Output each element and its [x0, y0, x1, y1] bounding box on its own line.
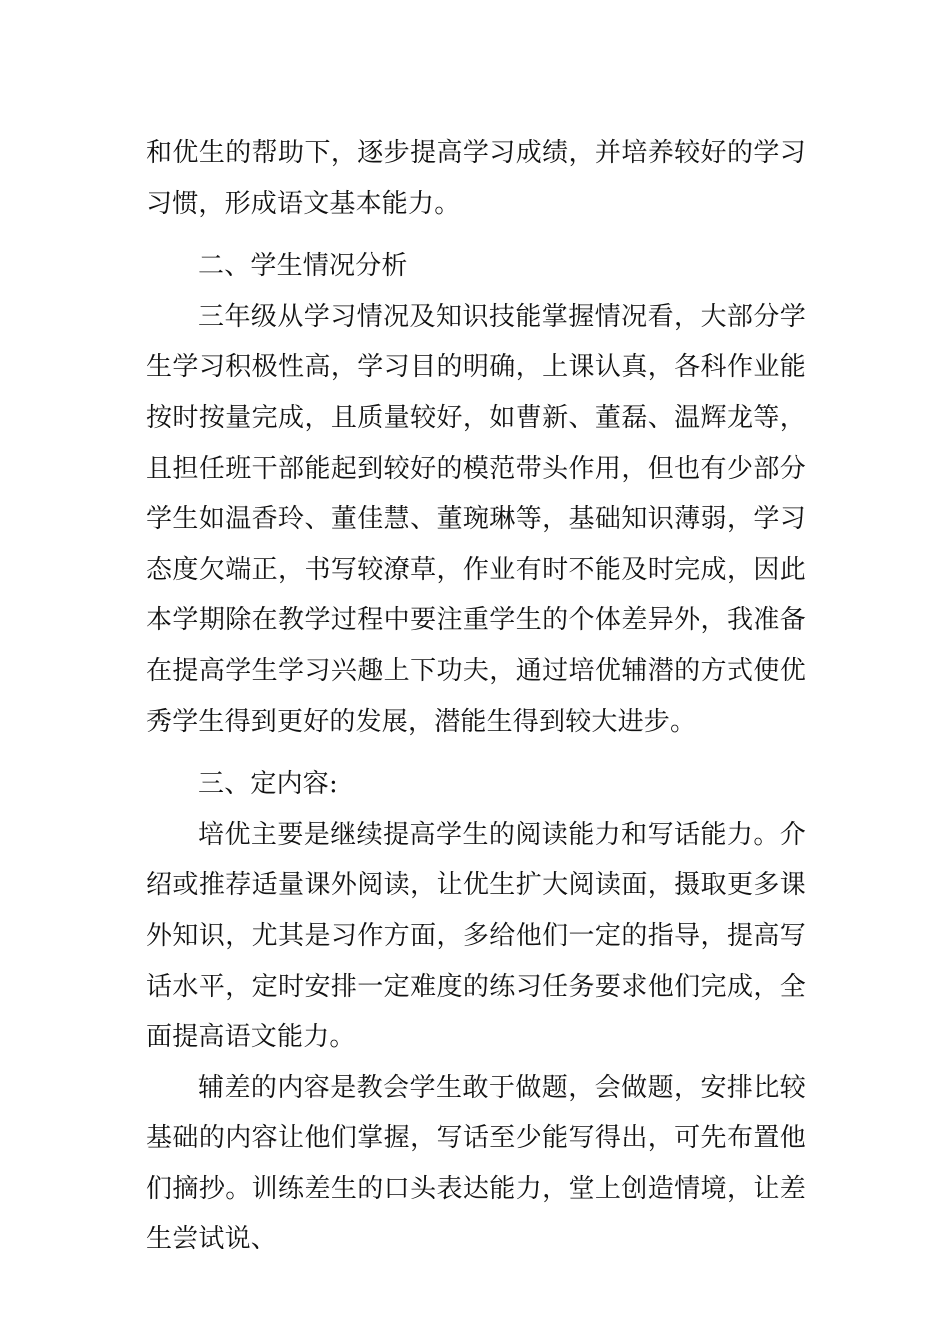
paragraph-student-analysis: 三年级从学习情况及知识技能掌握情况看，大部分学生学习积极性高，学习目的明确，上课认真，各科作业能按时按量完成，且质量较好，如曹新、董磊、温辉龙等，且担任班干部能起到较好的模范带头作用，但也有少部分学生如温香玲、董佳慧、董琬琳等，基础知识薄弱，学习态度欠端正，书写较潦草，作业有时不能及时完成，因此本学期除在教学过程中要注重学生的个体差异外，我准备在提高学生学习兴趣上下功夫，通过培优辅潜的方式使优秀学生得到更好的发展，潜能生得到较大进步。 — [146, 301, 806, 737]
document-body — [146, 128, 806, 1265]
paragraph-continuation: 和优生的帮助下，逐步提高学习成绩，并培养较好的学习习惯，形成语文基本能力。 — [146, 138, 806, 219]
paragraph-remedial-content: 辅差的内容是教会学生敢于做题，会做题，安排比较基础的内容让他们掌握，写话至少能写得出，可先布置他们摘抄。训练差生的口头表达能力，堂上创造情境，让差生尝试说、 — [146, 1072, 806, 1255]
paragraph-gifted-content: 培优主要是继续提高学生的阅读能力和写话能力。介绍或推荐适量课外阅读，让优生扩大阅读面，摄取更多课外知识，尤其是习作方面，多给他们一定的指导，提高写话水平，定时安排一定难度的练习任务要求他们完成，全面提高语文能力。 — [146, 819, 806, 1053]
section-heading-student-analysis: 二、学生情况分析 — [198, 251, 408, 282]
section-heading-content: 三、定内容: — [198, 769, 338, 800]
